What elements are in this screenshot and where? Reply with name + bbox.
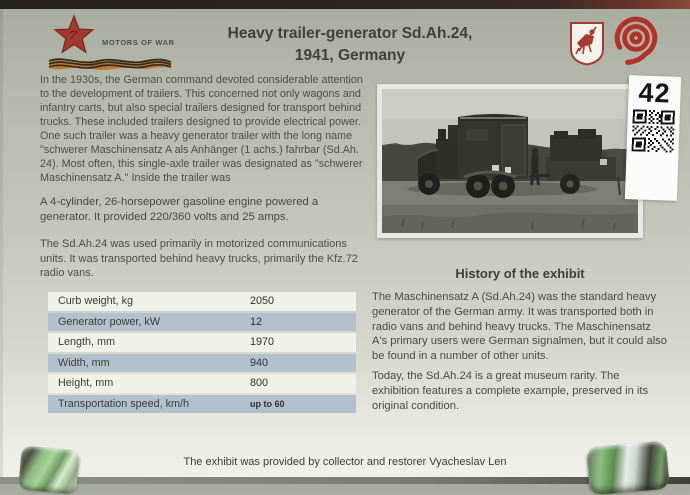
history-heading: History of the exhibit [455, 266, 585, 281]
glass-handle-right [586, 441, 670, 495]
spec-label: Length, mm [58, 336, 116, 349]
spec-label: Curb weight, kg [58, 295, 134, 308]
spec-table [48, 292, 356, 415]
spec-value: 800 [250, 377, 269, 390]
moscow-coat-of-arms-icon [567, 20, 607, 71]
usage-paragraph: The Sd.Ah.24 was used primarily in motorized communications units. It was transported behind heavy trucks, primarily the Kfz.72 radio vans. [40, 238, 358, 279]
panel-bottom-edge [0, 477, 690, 484]
table-row [48, 395, 356, 414]
spec-label: Transportation speed, km/h [58, 397, 190, 410]
glass-handle-left [18, 446, 80, 495]
spec-value: 940 [250, 356, 269, 369]
spiral-logo-icon [612, 15, 660, 70]
engine-paragraph: A 4-cylinder, 26-horsepower gasoline engine powered a generator. It provided 220/360 volts and 25 amps. [40, 196, 319, 223]
spec-value: 2050 [250, 295, 275, 308]
spec-value: 1970 [250, 336, 275, 349]
exhibit-photo [377, 84, 643, 238]
history-paragraph: Today, the Sd.Ah.24 is a great museum rarity. The exhibition features a complete example, preserved in its original condition. [372, 370, 649, 412]
page-title [195, 23, 505, 67]
credit-line: The exhibit was provided by collector and restorer Vyacheslav Len [183, 456, 507, 468]
spec-value: 12 [250, 315, 263, 328]
qr-code-icon [632, 109, 675, 152]
title-line-1: Heavy trailer-generator Sd.Ah.24, [227, 25, 473, 42]
table-row [48, 333, 356, 352]
table-row [48, 313, 356, 332]
exhibit-number-sticker [625, 75, 681, 201]
panel-left-edge [0, 9, 3, 479]
brand-block [50, 14, 200, 76]
spec-label: Generator power, kW [58, 315, 161, 328]
spec-label: Width, mm [58, 356, 110, 369]
brand-name: MOTORS OF WAR [102, 38, 175, 47]
history-paragraph: The Maschinensatz A (Sd.Ah.24) was the standard heavy generator of the German army. It was transported both in radio vans and behind heavy trucks. The Maschinensatz A's primary users were German signalmen, but it could also be found in a number of other units. [372, 291, 667, 363]
table-row [48, 292, 356, 311]
exhibit-number: 42 [638, 77, 672, 109]
table-row [48, 354, 356, 373]
intro-paragraph: In the 1930s, the German command devoted considerable attention to the development of trailers. This concerned not only wagons and infantry carts, but also special trailers designed for transport behind trucks. These included trailers designed to provide electrical power. One such trailer was a heavy generator trailer with the long name "schwerer Maschinensatz A als Anhänger (1 achs.) fahrbar (Sd.Ah. 24). Most often, this single-axle trailer was designated as "schwerer Maschinensatz A." Inside the trailer was [40, 74, 363, 184]
spec-value: up to 60 [250, 398, 285, 409]
title-line-2: 1941, Germany [294, 47, 406, 64]
table-row [48, 374, 356, 393]
spec-label: Height, mm [58, 377, 114, 390]
photo-top-background-strip [0, 0, 690, 9]
